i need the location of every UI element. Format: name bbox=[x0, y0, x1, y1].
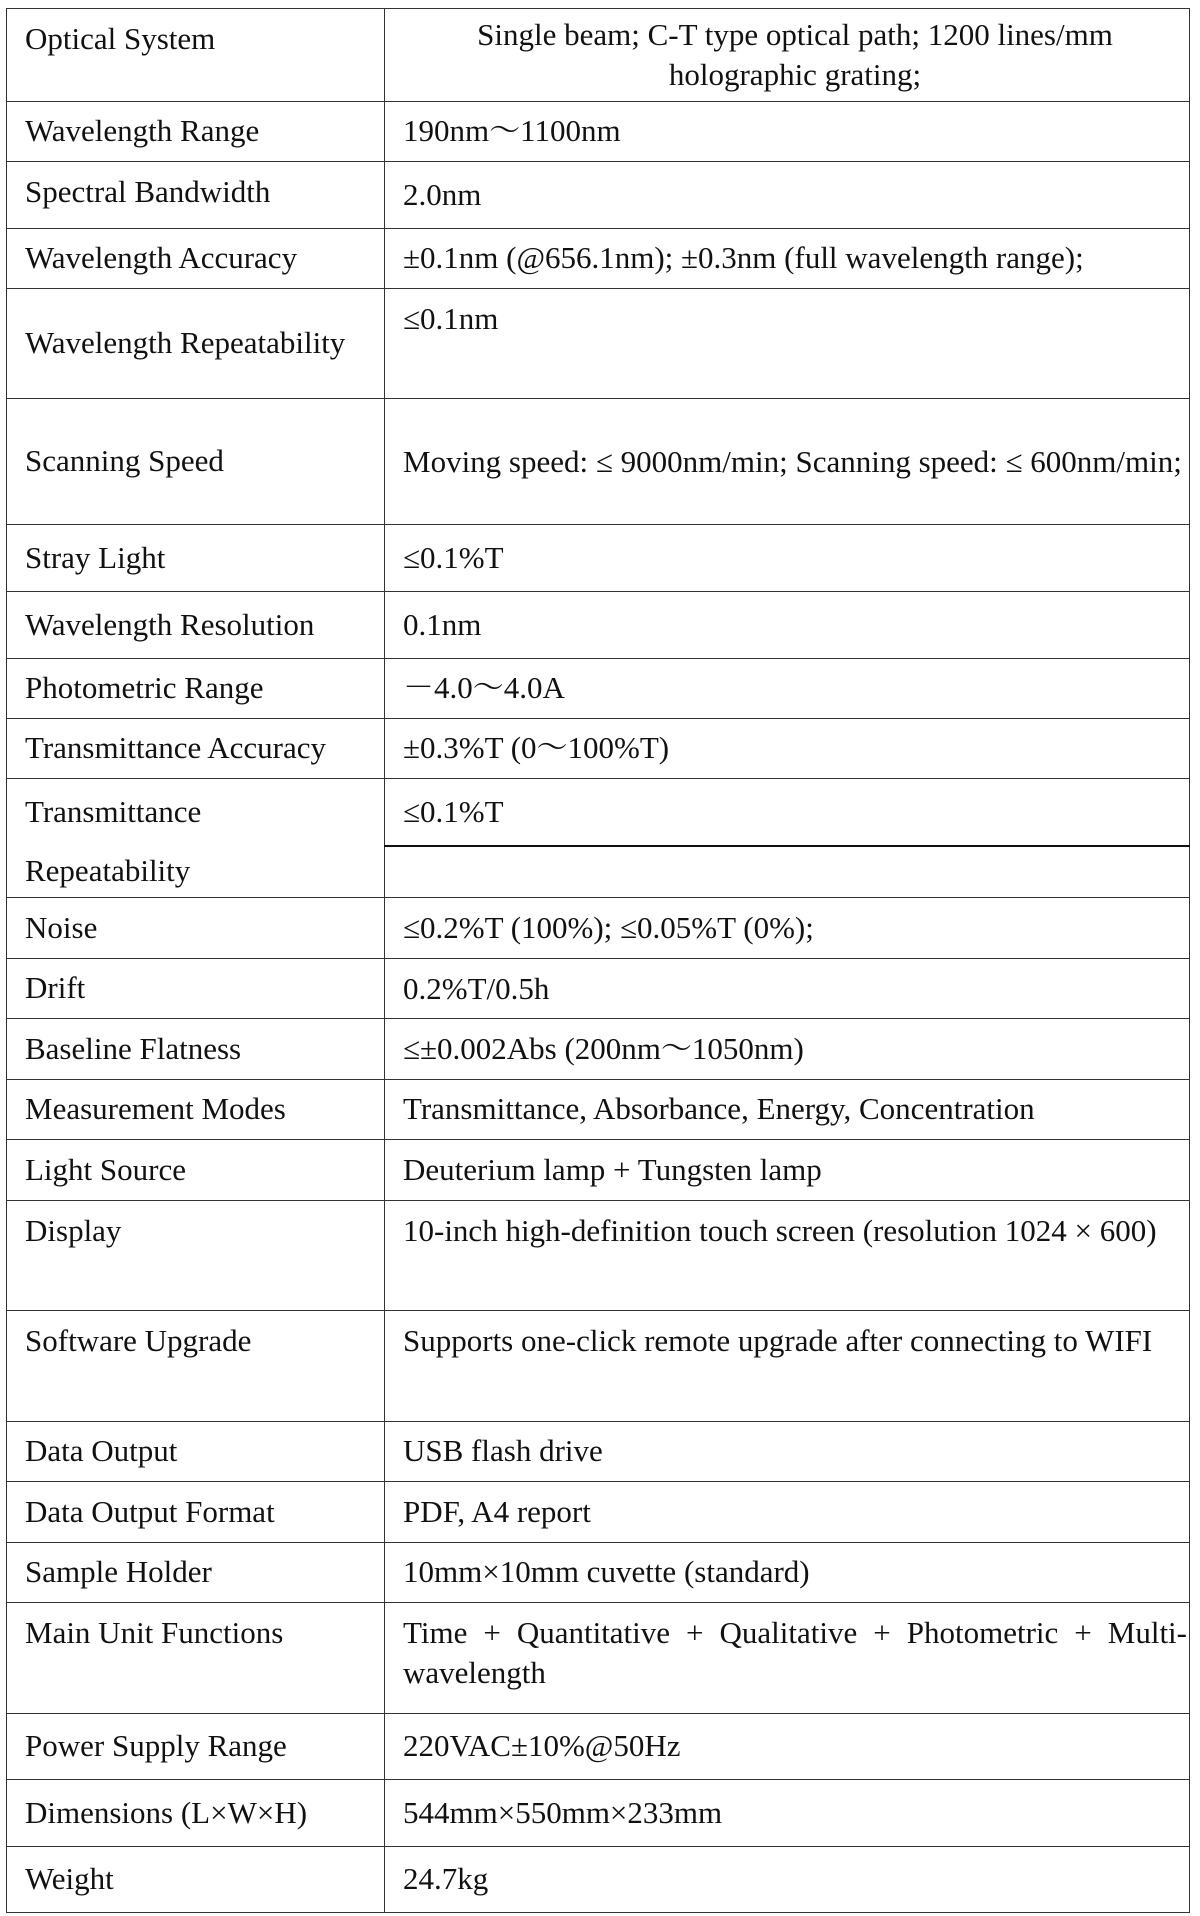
spec-label: Power Supply Range bbox=[7, 1714, 385, 1780]
spec-label: Data Output bbox=[7, 1422, 385, 1482]
spec-row-repeatability bbox=[7, 846, 1190, 898]
spec-row-light-source bbox=[7, 1140, 1190, 1201]
spec-row-wavelength-resolution bbox=[7, 592, 1190, 659]
spec-label: Measurement Modes bbox=[7, 1080, 385, 1140]
spec-table bbox=[6, 8, 1190, 1913]
spec-value: 544mm×550mm×233mm bbox=[385, 1780, 1190, 1847]
spec-value: Deuterium lamp + Tungsten lamp bbox=[385, 1140, 1190, 1201]
spec-row-main-unit-functions bbox=[7, 1603, 1190, 1714]
spec-label: Transmittance Accuracy bbox=[7, 719, 385, 779]
spec-row-wavelength-accuracy bbox=[7, 229, 1190, 289]
spec-value: 24.7kg bbox=[385, 1847, 1190, 1913]
spec-row-dimensions bbox=[7, 1780, 1190, 1847]
spec-value: 2.0nm bbox=[385, 162, 1190, 229]
spec-label: Wavelength Range bbox=[7, 102, 385, 162]
spec-label: Drift bbox=[7, 959, 385, 1019]
spec-row-software-upgrade bbox=[7, 1311, 1190, 1422]
spec-label: Noise bbox=[7, 898, 385, 959]
spec-value: Moving speed: ≤ 9000nm/min; Scanning speed: ≤ 600nm/min; bbox=[385, 399, 1190, 525]
spec-label: Wavelength Resolution bbox=[7, 592, 385, 659]
spec-row-transmittance bbox=[7, 779, 1190, 846]
spec-label: Data Output Format bbox=[7, 1482, 385, 1543]
spec-label: Light Source bbox=[7, 1140, 385, 1201]
spec-value: 220VAC±10%@50Hz bbox=[385, 1714, 1190, 1780]
spec-value: PDF, A4 report bbox=[385, 1482, 1190, 1543]
spec-row-wavelength-range bbox=[7, 102, 1190, 162]
spec-value: ±0.3%T (0～100%T) bbox=[385, 719, 1190, 779]
spec-label: Software Upgrade bbox=[7, 1311, 385, 1422]
spec-value: ≤0.1%T bbox=[385, 525, 1190, 592]
spec-label: Optical System bbox=[7, 9, 385, 102]
spec-row-sample-holder bbox=[7, 1543, 1190, 1603]
spec-row-drift bbox=[7, 959, 1190, 1019]
spec-row-spectral-bandwidth bbox=[7, 162, 1190, 229]
spec-row-transmittance-accuracy bbox=[7, 719, 1190, 779]
spec-label: Spectral Bandwidth bbox=[7, 162, 385, 229]
spec-value: USB flash drive bbox=[385, 1422, 1190, 1482]
spec-row-display bbox=[7, 1201, 1190, 1311]
spec-row-photometric-range bbox=[7, 659, 1190, 719]
spec-value: 10-inch high-definition touch screen (resolution 1024 × 600) bbox=[385, 1201, 1190, 1311]
spec-row-data-output bbox=[7, 1422, 1190, 1482]
spec-value: ≤0.1%T bbox=[385, 779, 1190, 846]
spec-value: －4.0～4.0A bbox=[385, 659, 1190, 719]
spec-row-baseline-flatness bbox=[7, 1019, 1190, 1080]
spec-row-data-output-format bbox=[7, 1482, 1190, 1543]
spec-label: Sample Holder bbox=[7, 1543, 385, 1603]
spec-row-measurement-modes bbox=[7, 1080, 1190, 1140]
spec-row-wavelength-repeatability bbox=[7, 289, 1190, 399]
spec-value: ±0.1nm (@656.1nm); ±0.3nm (full wavelength range); bbox=[385, 229, 1190, 289]
spec-label: Dimensions (L×W×H) bbox=[7, 1780, 385, 1847]
spec-label: Photometric Range bbox=[7, 659, 385, 719]
spec-label: Weight bbox=[7, 1847, 385, 1913]
spec-label: Baseline Flatness bbox=[7, 1019, 385, 1080]
spec-value bbox=[385, 846, 1190, 898]
spec-value: Time + Quantitative + Qualitative + Photometric + Multi-wavelength bbox=[385, 1603, 1190, 1714]
spec-row-weight bbox=[7, 1847, 1190, 1913]
spec-row-power-supply-range bbox=[7, 1714, 1190, 1780]
spec-value: 190nm～1100nm bbox=[385, 102, 1190, 162]
spec-label: Scanning Speed bbox=[7, 399, 385, 525]
spec-row-optical-system bbox=[7, 9, 1190, 102]
spec-label: Transmittance bbox=[7, 779, 385, 846]
spec-label: Wavelength Repeatability bbox=[7, 289, 385, 399]
spec-value: ≤0.2%T (100%); ≤0.05%T (0%); bbox=[385, 898, 1190, 959]
spec-value: 0.1nm bbox=[385, 592, 1190, 659]
spec-label: Wavelength Accuracy bbox=[7, 229, 385, 289]
spec-row-stray-light bbox=[7, 525, 1190, 592]
spec-label: Repeatability bbox=[7, 846, 385, 898]
spec-value: 10mm×10mm cuvette (standard) bbox=[385, 1543, 1190, 1603]
spec-label: Main Unit Functions bbox=[7, 1603, 385, 1714]
spec-value: 0.2%T/0.5h bbox=[385, 959, 1190, 1019]
spec-row-noise bbox=[7, 898, 1190, 959]
spec-row-scanning-speed bbox=[7, 399, 1190, 525]
spec-value: Supports one-click remote upgrade after connecting to WIFI bbox=[385, 1311, 1190, 1422]
spec-value: Single beam; C-T type optical path; 1200 lines/mm holographic grating; bbox=[385, 9, 1190, 102]
spec-value: ≤0.1nm bbox=[385, 289, 1190, 399]
spec-value: ≤±0.002Abs (200nm～1050nm) bbox=[385, 1019, 1190, 1080]
spec-value: Transmittance, Absorbance, Energy, Concentration bbox=[385, 1080, 1190, 1140]
spec-label: Stray Light bbox=[7, 525, 385, 592]
spec-label: Display bbox=[7, 1201, 385, 1311]
